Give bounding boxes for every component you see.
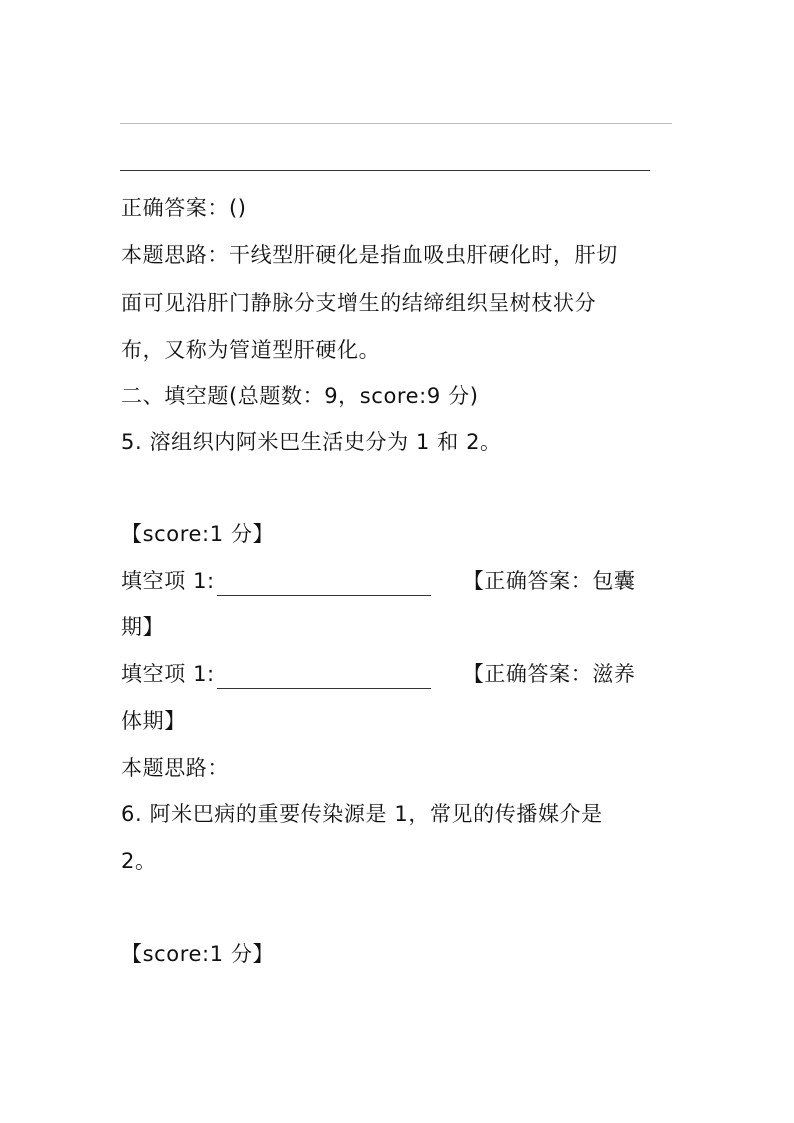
q4-analysis-line-2: 面可见沿肝门静脉分支增生的结缔组织呈树枝状分	[121, 291, 597, 315]
q6-score: 【score:1 分】	[121, 942, 275, 966]
q5-blank-1-answer-cont: 期】	[121, 615, 165, 639]
q6-question-line-2: 2。	[121, 849, 157, 873]
q4-analysis-line-3: 布，又称为管道型肝硬化。	[121, 338, 381, 362]
q5-blank-2-answer-cont: 体期】	[121, 709, 186, 733]
q4-answer-line: 正确答案：()	[121, 196, 247, 220]
answer-underline	[120, 170, 650, 171]
header-divider	[120, 123, 672, 124]
blank-input-line[interactable]	[217, 666, 431, 689]
blank-label: 填空项 1:	[121, 569, 215, 593]
correct-answer: 【正确答案：包囊	[462, 569, 636, 593]
q4-analysis-line-1: 本题思路：干线型肝硬化是指血吸虫肝硬化时，肝切	[121, 243, 618, 267]
section-heading: 二、填空题(总题数：9，score:9 分)	[121, 384, 479, 408]
correct-answer: 【正确答案：滋养	[462, 662, 636, 686]
q5-blank-1	[121, 566, 636, 596]
q5-blank-2	[121, 659, 636, 689]
q5-score: 【score:1 分】	[121, 522, 275, 546]
q6-question-line-1: 6. 阿米巴病的重要传染源是 1，常见的传播媒介是	[121, 802, 603, 826]
q5-question: 5. 溶组织内阿米巴生活史分为 1 和 2。	[121, 430, 502, 454]
blank-label: 填空项 1:	[121, 662, 215, 686]
q5-analysis: 本题思路：	[121, 756, 229, 780]
blank-input-line[interactable]	[217, 573, 431, 596]
